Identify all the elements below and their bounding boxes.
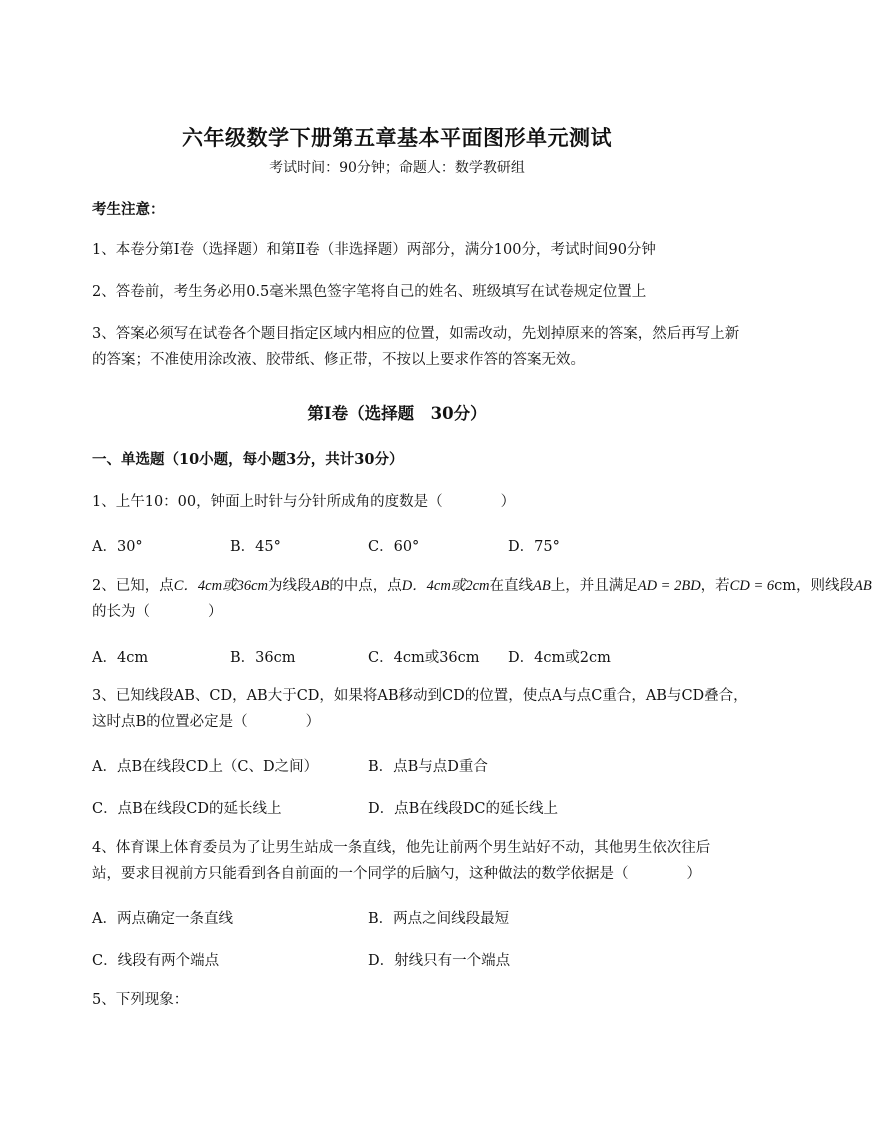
part-1-title: 第Ⅰ卷（选择题 30分） xyxy=(307,404,487,423)
question-5-stem: 5、下列现象： xyxy=(92,992,189,1008)
question-1-option-a: A．30° xyxy=(92,539,143,555)
page-subtitle: 考试时间：90分钟；命题人：数学教研组 xyxy=(269,160,525,176)
q2-text-7: ，则线段 xyxy=(795,578,854,594)
q2-text-4: 在直线 xyxy=(489,578,533,594)
notice-item-3-line-1: 3、答案必须写在试卷各个题目指定区域内相应的位置，如需改动，先划掉原来的答案，然后再写上新 xyxy=(92,326,740,342)
q2-segment-ab-3: AB xyxy=(853,578,872,594)
question-4-option-d: D．射线只有一个端点 xyxy=(368,953,511,969)
question-1-option-c: C．60° xyxy=(368,539,420,555)
q2-segment-ab-1: AB xyxy=(311,578,330,594)
notice-item-3-line-2: 的答案；不准使用涂改液、胶带纸、修正带，不按以上要求作答的答案无效。 xyxy=(92,352,585,368)
question-2-option-a: A．4cm xyxy=(92,650,149,666)
q2-segment-ab-2: AB xyxy=(533,578,551,594)
question-2-option-d: D．4cm或2cm xyxy=(508,650,611,666)
question-3-option-c: C．点B在线段CD的延长线上 xyxy=(92,801,282,817)
notice-item-1: 1、本卷分第Ⅰ卷（选择题）和第Ⅱ卷（非选择题）两部分，满分100分，考试时间90分钟 xyxy=(92,242,656,258)
question-3-stem-line-1: 3、已知线段AB、CD，AB大于CD，如果将AB移动到CD的位置，使点A与点C重合，AB与CD叠合， xyxy=(92,688,748,704)
page-title: 六年级数学下册第五章基本平面图形单元测试 xyxy=(182,125,612,150)
q2-text-3: 的中点，点 xyxy=(329,578,402,594)
notice-item-2: 2、答卷前，考生务必用0.5毫米黑色签字笔将自己的姓名、班级填写在试卷规定位置上 xyxy=(92,284,647,300)
question-2-stem-line-2: 的长为（ ） xyxy=(92,604,223,620)
q2-unit: cm xyxy=(774,578,796,594)
section-heading: 一、单选题（10小题，每小题3分，共计30分） xyxy=(92,451,404,468)
question-3-stem-line-2: 这时点B的位置必定是（ ） xyxy=(92,714,321,730)
q2-equation-2: CD = 6 xyxy=(729,578,775,594)
notice-heading: 考生注意： xyxy=(92,201,165,218)
question-4-option-b: B．两点之间线段最短 xyxy=(368,911,510,927)
q2-text-5: 上，并且满足 xyxy=(550,578,638,594)
question-1-option-b: B．45° xyxy=(230,539,281,555)
q2-point-d: D．4cm或2cm xyxy=(401,578,490,594)
question-2-stem-line-1 xyxy=(92,576,872,596)
q2-text-1: 2、已知，点 xyxy=(92,578,174,594)
question-4-option-c: C．线段有两个端点 xyxy=(92,953,220,969)
q2-point-c: C．4cm或36cm xyxy=(173,578,268,594)
question-4-stem-line-1: 4、体育课上体育委员为了让男生站成一条直线，他先让前两个男生站好不动，其他男生依次往后 xyxy=(92,840,711,856)
question-3-option-a: A．点B在线段CD上（C、D之间） xyxy=(92,759,319,775)
question-2-option-b: B．36cm xyxy=(230,650,296,666)
question-3-option-d: D．点B在线段DC的延长线上 xyxy=(368,801,559,817)
question-1-stem: 1、上午10：00，钟面上时针与分针所成角的度数是（ ） xyxy=(92,494,516,510)
question-4-stem-line-2: 站，要求目视前方只能看到各自前面的一个同学的后脑勺，这种做法的数学依据是（ ） xyxy=(92,866,701,882)
question-1-option-d: D．75° xyxy=(508,539,560,555)
q2-text-2: 为线段 xyxy=(267,578,312,594)
question-3-option-b: B．点B与点D重合 xyxy=(368,759,488,775)
q2-equation-1: AD = 2BD xyxy=(637,578,701,594)
q2-text-6: ，若 xyxy=(700,578,730,594)
question-2-option-c: C．4cm或36cm xyxy=(368,650,480,666)
question-4-option-a: A．两点确定一条直线 xyxy=(92,911,233,927)
